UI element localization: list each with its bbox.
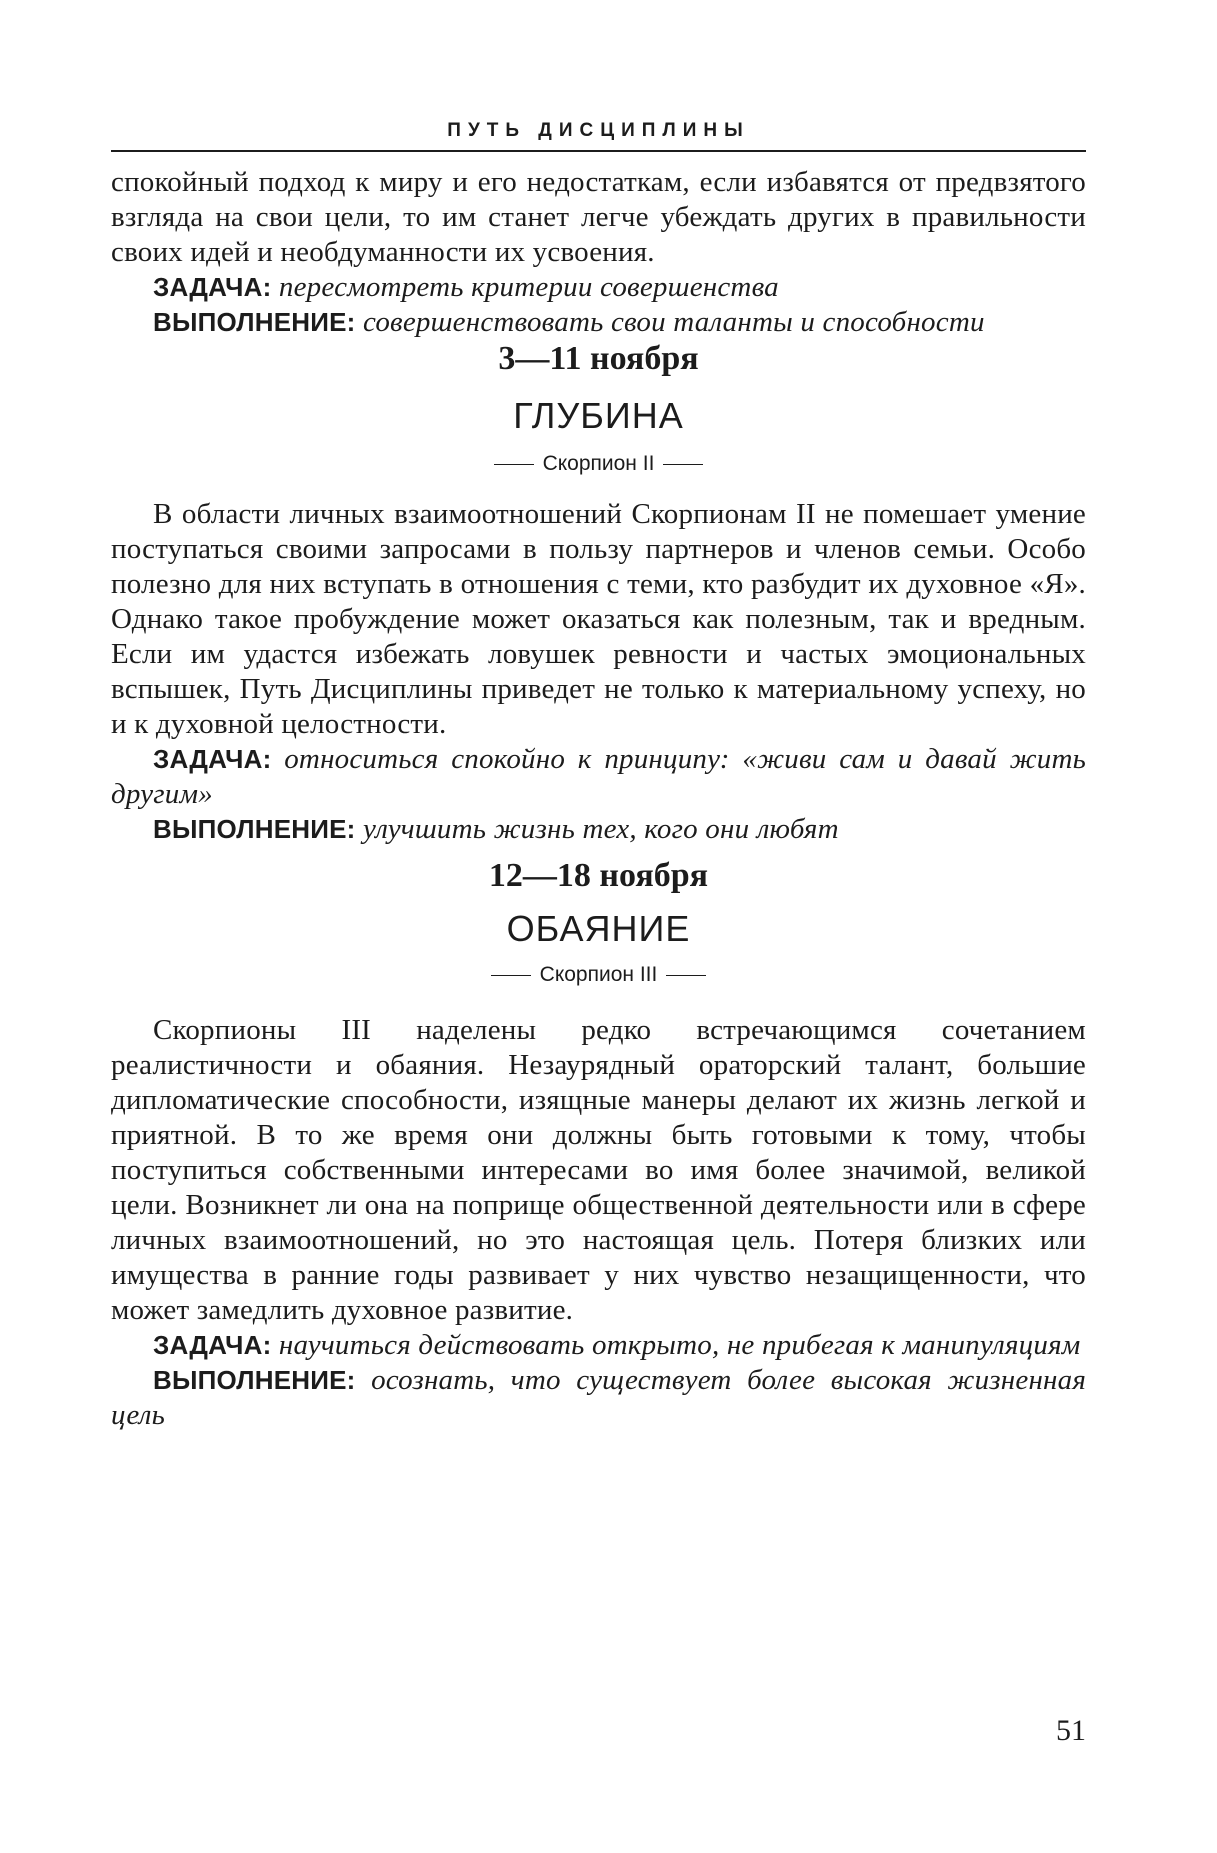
fulfilment-label: ВЫПОЛНЕНИЕ:: [153, 1365, 356, 1395]
section-date: 12—18 ноября: [488, 857, 709, 894]
running-head: ПУТЬ ДИСЦИПЛИНЫ: [447, 120, 750, 141]
task-label: ЗАДАЧА:: [153, 1330, 272, 1360]
header-rule: [111, 150, 1086, 152]
section-fulfilment: [111, 812, 1086, 847]
intro-block: [111, 165, 1086, 340]
sign-label: Скорпион III: [539, 963, 658, 986]
section-date: 3—11 ноября: [498, 340, 699, 377]
section-sign: [111, 963, 1086, 987]
fulfilment-text: совершенствовать свои таланты и способности: [362, 306, 985, 338]
fulfilment-text: улучшить жизнь тех, кого они любят: [362, 813, 839, 845]
task-text: пересмотреть критерии совершенства: [278, 271, 779, 303]
sign-label: Скорпион II: [542, 452, 655, 475]
section-paragraph: Скорпионы III наделены редко встречающимся сочетанием реалистичности и обаяния. Незаурядный ораторский талант, большие дипломатические способности, изящные манеры делают их жизнь легкой и приятной. В то же время они должны быть готовыми к тому, чтобы поступиться собственными интересами во имя более значимой, великой цели. Возникнет ли она на поприще общественной деятельности или в сфере личных взаимоотношений, но это настоящая цель. Потеря близких или имущества в ранние годы развивает у них чувство незащищенности, что может замедлить духовное развитие.: [111, 1014, 1086, 1326]
section-title: ОБАЯНИЕ: [506, 908, 691, 949]
intro-paragraph: спокойный подход к миру и его недостаткам, если избавятся от предвзятого взгляда на свои цели, то им станет легче убеждать других в правильности своих идей и необдуманности их усвоения.: [111, 166, 1086, 268]
section-body: [111, 1013, 1086, 1433]
page-number: 51: [1056, 1714, 1086, 1747]
section-fulfilment: [111, 1363, 1086, 1433]
fulfilment-label: ВЫПОЛНЕНИЕ:: [153, 307, 356, 337]
intro-task: [111, 270, 1086, 305]
dash-left: [494, 464, 534, 465]
task-text: относиться спокойно к принципу: «живи сам и давай жить другим»: [111, 743, 1086, 810]
section-paragraph: В области личных взаимоотношений Скорпионам II не помешает умение поступаться своими запросами в пользу партнеров и членов семьи. Особо полезно для них вступать в отношения с теми, кто разбудит их духовное «Я». Однако такое пробуждение может оказаться как полезным, так и вредным. Если им удастся избежать ловушек ревности и частых эмоциональных вспышек, Путь Дисциплины приведет не только к материальному успеху, но и к духовной целостности.: [111, 498, 1086, 740]
task-label: ЗАДАЧА:: [153, 744, 272, 774]
section-task: [111, 1328, 1086, 1363]
dash-left: [491, 975, 531, 976]
task-text: научиться действовать открыто, не прибегая к манипуляциям: [278, 1329, 1081, 1361]
section-task: [111, 742, 1086, 812]
section-title: ГЛУБИНА: [513, 395, 684, 436]
section-body: [111, 497, 1086, 847]
dash-right: [666, 975, 706, 976]
section-sign: [111, 452, 1086, 476]
intro-fulfilment: [111, 305, 1086, 340]
task-label: ЗАДАЧА:: [153, 272, 272, 302]
fulfilment-text: осознать, что существует более высокая жизненная цель: [111, 1364, 1086, 1431]
fulfilment-label: ВЫПОЛНЕНИЕ:: [153, 814, 356, 844]
dash-right: [663, 464, 703, 465]
